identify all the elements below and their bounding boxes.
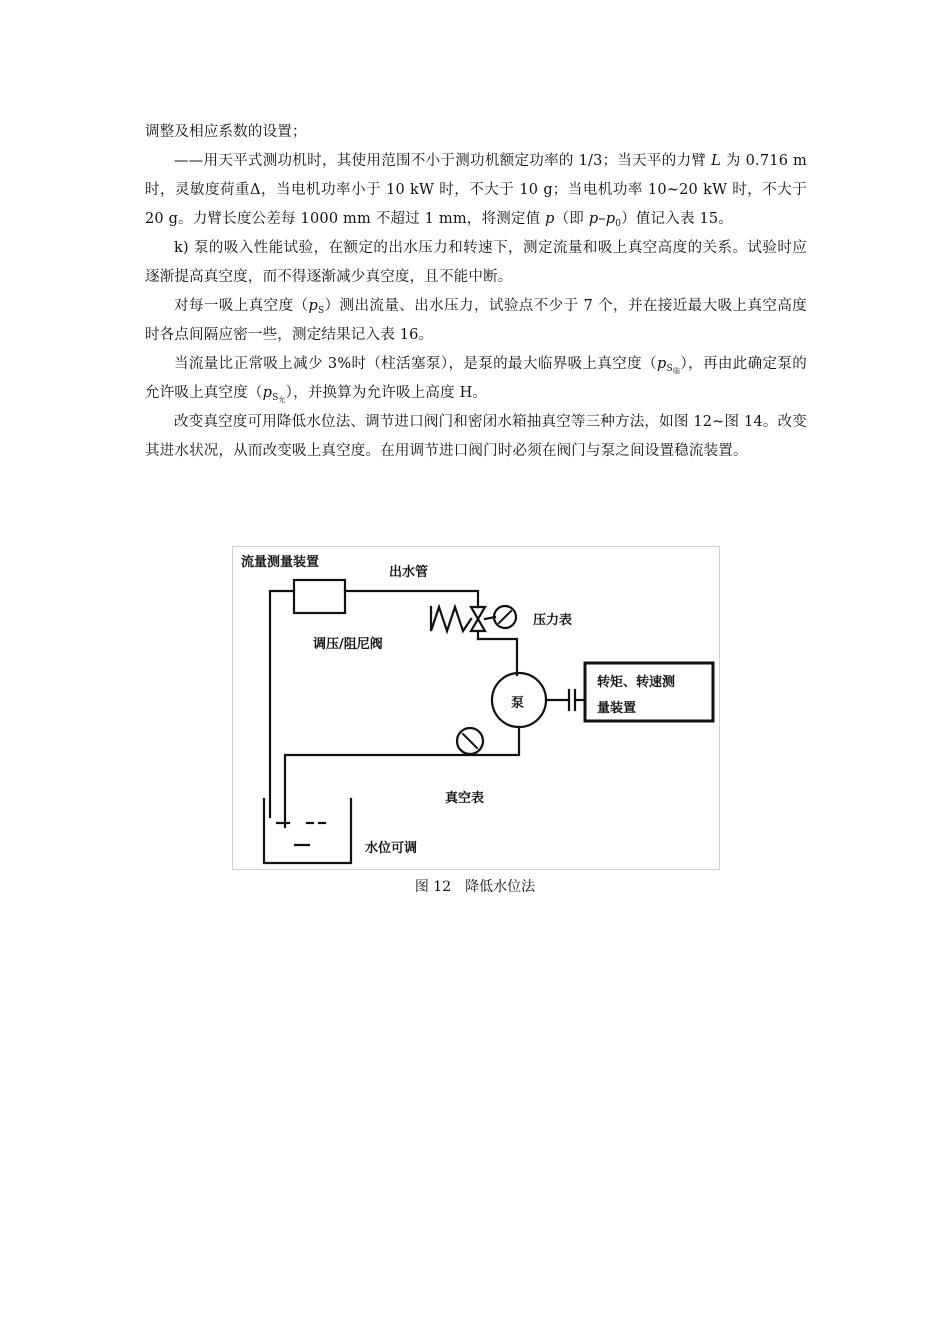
water-tank bbox=[264, 799, 351, 863]
figure-caption bbox=[232, 876, 718, 896]
water-level-label: 水位可调 bbox=[365, 841, 418, 856]
flow-device-box bbox=[294, 580, 345, 613]
tank-outlet-pipe bbox=[270, 591, 294, 817]
pressure-gauge-label: 压力表 bbox=[533, 613, 573, 628]
figure-title: 降低水位法 bbox=[465, 879, 536, 895]
pump-label: 泵 bbox=[511, 696, 525, 711]
paragraph-1: 调整及相应系数的设置； bbox=[145, 124, 307, 140]
figure-number: 图 12 bbox=[414, 879, 452, 895]
vacuum-gauge-label: 真空表 bbox=[445, 791, 485, 806]
torque-device-label-1: 转矩、转速测 bbox=[597, 675, 676, 690]
outlet-pipe-label: 出水管 bbox=[389, 565, 429, 580]
paragraph-3: k) 泵的吸入性能试验，在额定的出水压力和转速下，测定流量和吸上真空高度的关系。试验时应逐渐提高真空度，而不得逐渐减少真空度，且不能中断。 bbox=[145, 240, 807, 285]
paragraph-6: 改变真空度可用降低水位法、调节进口阀门和密闭水箱抽真空等三种方法，如图 12~图 14。改变其进水状况，从而改变吸上真空度。在用调节进口阀门时必须在阀门与泵之间设置稳流装置。 bbox=[145, 414, 807, 459]
paragraph-5: 当流量比正常吸上减少 3%时（柱活塞泵），是泵的最大临界吸上真空度$(p_{S临})$，再由此确定泵的允许吸上真空度$(p_{S允})$，并换算为允许吸上高度 H。 bbox=[145, 356, 807, 404]
flow-device-label: 流量测量装置 bbox=[241, 555, 320, 570]
pump-test-diagram bbox=[232, 546, 720, 870]
paragraph-2: ——用天平式测功机时，其使用范围不小于测功机额定功率的 1/3；当天平的力臂 L 为 0.716 m 时，灵敏度荷重Δ，当电机功率小于 10 kW 时，不大于 10 g；当电机功率 10~20 kW 时，不大于 20 g。力臂长度公差每 1000 mm 不超过 1 mm，将测定值 p（即 $p-p_0$）值记入表 15。 bbox=[145, 153, 807, 229]
valve-lower-triangle bbox=[471, 619, 485, 631]
outlet-pipe-line bbox=[345, 591, 478, 607]
body-text bbox=[145, 118, 807, 466]
damping-valve-label: 调压/阻尼阀 bbox=[313, 637, 383, 652]
paragraph-4: 对每一吸上真空度$(p_S)$测出流量、出水压力，试验点不少于 7 个，并在接近最大吸上真空高度时各点间隔应密一些，测定结果记入表 16。 bbox=[145, 298, 807, 343]
damping-spring bbox=[431, 607, 471, 631]
pump-discharge-pipe bbox=[478, 639, 517, 675]
torque-device-label-2: 量装置 bbox=[597, 701, 637, 716]
